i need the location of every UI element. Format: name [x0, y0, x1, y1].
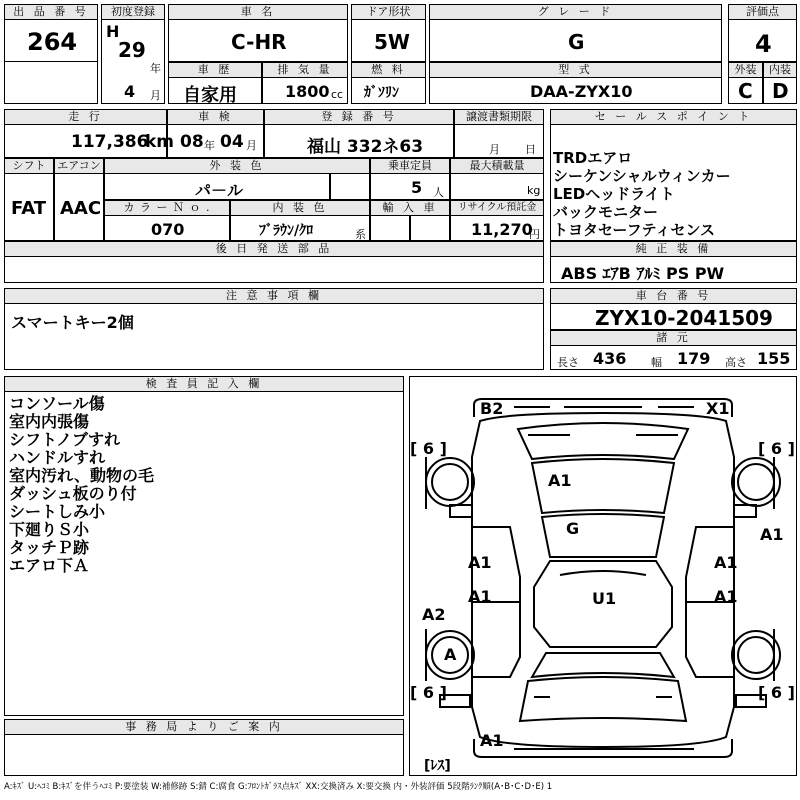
office-box: [4, 734, 404, 776]
capacity-label: 乗車定員: [370, 158, 450, 174]
history: 自家用: [183, 85, 237, 106]
plate-cell: [264, 124, 454, 158]
ext: C: [738, 79, 753, 103]
inspector-line-2: 室内内張傷: [9, 412, 90, 431]
recycle-label: リサイクル預託金: [450, 200, 544, 216]
first-reg-cell: [101, 19, 165, 104]
mark-a: A: [444, 645, 457, 664]
mark-a1-fl: A1: [468, 553, 492, 572]
plate-label: 登 録 番 号: [264, 109, 454, 125]
reg-year: 29: [118, 38, 146, 62]
equipment: ABS ｴｱB ｱﾙﾐ PS PW: [561, 264, 725, 283]
equipment-cell: [550, 256, 797, 283]
first-reg-label: 初度登録: [101, 4, 165, 20]
inspector-line-9: タッチＰ跡: [9, 538, 90, 557]
car-name-label: 車 名: [168, 4, 348, 20]
mark-b2: B2: [480, 399, 504, 418]
plate: 福山 332ネ63: [307, 137, 424, 157]
inspector-line-10: エアロ下Ａ: [9, 556, 90, 575]
mark-a1-hood: A1: [548, 471, 572, 490]
grade: G: [568, 30, 585, 54]
model: DAA-ZYX10: [530, 82, 633, 101]
color: パ－ル: [195, 181, 244, 200]
sales-point-3: LEDヘッドライト: [553, 185, 675, 203]
inspector-line-8: 下廻りＳ小: [9, 520, 90, 539]
shift: FAT: [11, 198, 47, 219]
inspector-line-1: コンソール傷: [9, 394, 105, 413]
ac: AAC: [60, 198, 102, 219]
score-cell: [728, 19, 797, 62]
model-label: 型 式: [429, 62, 722, 78]
lot-no-cell: [4, 19, 98, 62]
mileage-cell: [4, 124, 175, 158]
sales-point-1: TRDエアロ: [553, 149, 633, 167]
later-parts-cell: [4, 256, 544, 283]
mileage-unit: km: [145, 132, 175, 152]
load-unit: kg: [527, 184, 541, 197]
color-cell-extra: [330, 173, 370, 200]
length: 436: [593, 349, 627, 368]
displacement-cell: [262, 77, 348, 104]
lot-no: 264: [27, 28, 78, 56]
displacement-unit: cc: [331, 88, 344, 101]
tire-bl: [ 6 ]: [410, 683, 447, 702]
reg-month-unit: 月: [150, 89, 161, 102]
notes-box: [4, 303, 544, 370]
history-label: 車 歴: [168, 62, 262, 78]
mark-x1: X1: [706, 399, 730, 418]
car-diagram: [410, 377, 796, 775]
color-label: 外 装 色: [104, 158, 370, 174]
color-no: 070: [151, 220, 185, 239]
later-parts-label: 後 日 発 送 部 品: [4, 241, 544, 257]
height-label: 高さ: [725, 356, 747, 369]
inspector-line-5: 室内汚れ、動物の毛: [9, 466, 154, 485]
sales-point-2: シーケンシャルウィンカー: [553, 167, 731, 185]
mark-u1: U1: [592, 589, 617, 608]
car-diagram-box: [409, 376, 797, 776]
shift-label: シフト: [4, 158, 54, 174]
displacement: 1800: [285, 82, 330, 101]
interior-color-unit: 系: [355, 228, 366, 241]
lot-no-blank: [4, 61, 98, 104]
car-name-cell: [168, 19, 348, 62]
chassis-no: ZYX10-2041509: [595, 306, 773, 330]
load-cell: [450, 173, 544, 200]
insp-month: 04: [220, 132, 244, 152]
color-no-label: カ ラ ー Ｎ ｏ .: [104, 200, 230, 216]
mark-a1-rl: A1: [468, 587, 492, 606]
era: H: [106, 22, 120, 41]
notes-label: 注 意 事 項 欄: [4, 288, 544, 304]
load-label: 最大積載量: [450, 158, 544, 174]
sales-label: セ ー ル ス ポ イ ン ト: [550, 109, 797, 125]
score: 4: [755, 30, 772, 58]
equipment-label: 純 正 装 備: [550, 241, 797, 257]
color-no-cell: [104, 215, 230, 241]
interior-color-label: 内 装 色: [230, 200, 370, 216]
transfer-day-unit: 日: [525, 143, 536, 156]
import-cell: [370, 215, 410, 241]
car-name: C-HR: [231, 30, 287, 54]
tire-br: [ 6 ]: [758, 683, 795, 702]
inspector-line-4: ハンドルすれ: [9, 448, 106, 467]
transfer-cell: [454, 124, 544, 158]
door: 5W: [374, 30, 410, 54]
inspector-box: [4, 391, 404, 716]
color-cell: [104, 173, 330, 200]
width-label: 幅: [651, 356, 662, 369]
tire-tl: [ 6 ]: [410, 439, 447, 458]
sales-box: [550, 124, 797, 241]
score-label: 評価点: [728, 4, 797, 20]
mark-a1-side: A1: [760, 525, 784, 544]
chassis-label: 車 台 番 号: [550, 288, 797, 304]
fuel-cell: [351, 77, 426, 104]
inspector-label: 検 査 員 記 入 欄: [4, 376, 404, 392]
sales-point-5: トヨタセーフティセンス: [553, 221, 716, 239]
inspector-line-7: シートしみ小: [9, 502, 106, 521]
shift-cell: [4, 173, 54, 241]
ac-cell: [54, 173, 104, 241]
inspector-line-6: ダッシュ板のり付: [9, 484, 137, 503]
reg-month: 4: [124, 82, 136, 101]
model-cell: [429, 77, 722, 104]
door-label: ドア形状: [351, 4, 426, 20]
int-label: 内装: [763, 62, 797, 78]
insp-year: 08: [180, 132, 204, 152]
ext-cell: [728, 77, 763, 104]
interior-color-cell: [230, 215, 370, 241]
mark-a1-fr: A1: [714, 553, 738, 572]
fuel: ｶﾞｿﾘﾝ: [364, 85, 399, 101]
displacement-label: 排 気 量: [262, 62, 348, 78]
import-cell-2: [410, 215, 450, 241]
office-label: 事 務 局 よ り ご 案 内: [4, 719, 404, 735]
length-label: 長さ: [557, 356, 579, 369]
insp-month-unit: 月: [246, 139, 257, 152]
mark-a1-bottom: A1: [480, 731, 504, 750]
mark-a2: A2: [422, 605, 446, 624]
tire-tr: [ 6 ]: [758, 439, 795, 458]
door-cell: [351, 19, 426, 62]
width: 179: [677, 349, 711, 368]
recycle-unit: 円: [529, 228, 540, 241]
reg-year-unit: 年: [150, 62, 161, 75]
height: 155: [757, 349, 791, 368]
mark-a1-rr: A1: [714, 587, 738, 606]
chassis-cell: [550, 303, 797, 330]
inspection-cell: [167, 124, 264, 158]
spec-label: 諸 元: [550, 330, 797, 346]
ac-label: エアコン: [54, 158, 104, 174]
grade-cell: [429, 19, 722, 62]
ext-label: 外装: [728, 62, 763, 78]
interior-color: ﾌﾞﾗｳﾝ/ｸﾛ: [259, 223, 314, 239]
lot-no-label: 出 品 番 号: [4, 4, 98, 20]
fuel-label: 燃 料: [351, 62, 426, 78]
mileage-label: 走 行: [4, 109, 167, 125]
int: D: [772, 79, 789, 103]
mileage: 117,386: [71, 132, 149, 152]
inspection-label: 車 検: [167, 109, 264, 125]
spec-cell: [550, 345, 797, 370]
capacity-unit: 人: [433, 186, 444, 199]
insp-year-unit: 年: [204, 139, 215, 152]
inspector-line-3: シフトノブすれ: [9, 430, 121, 449]
recycle: 11,270: [471, 220, 533, 239]
grade-label: グ レ ー ド: [429, 4, 722, 20]
history-cell: [168, 77, 262, 104]
mark-g: G: [566, 519, 580, 538]
recycle-cell: [450, 215, 544, 241]
capacity-cell: [370, 173, 450, 200]
transfer-month-unit: 月: [489, 143, 500, 156]
spare-tire: [ﾚｽ]: [424, 758, 451, 774]
int-cell: [763, 77, 797, 104]
capacity: 5: [411, 178, 423, 197]
notes-text: スマートキー2個: [11, 313, 134, 332]
legend: A:ｷｽﾞ U:ﾍｺﾐ B:ｷｽﾞを伴うﾍｺﾐ P:要塗装 W:補修跡 S:錆 C:腐食 G:ﾌﾛﾝﾄｶﾞﾗｽ点ｷｽﾞ XX:交換済み X:要交換 内・外装評価 5段階ﾗﾝｸ順(A･B･C･D･E) 1: [4, 782, 553, 792]
transfer-label: 譲渡書類期限: [454, 109, 544, 125]
import-label: 輸 入 車: [370, 200, 450, 216]
sales-point-4: バックモニター: [553, 203, 659, 221]
